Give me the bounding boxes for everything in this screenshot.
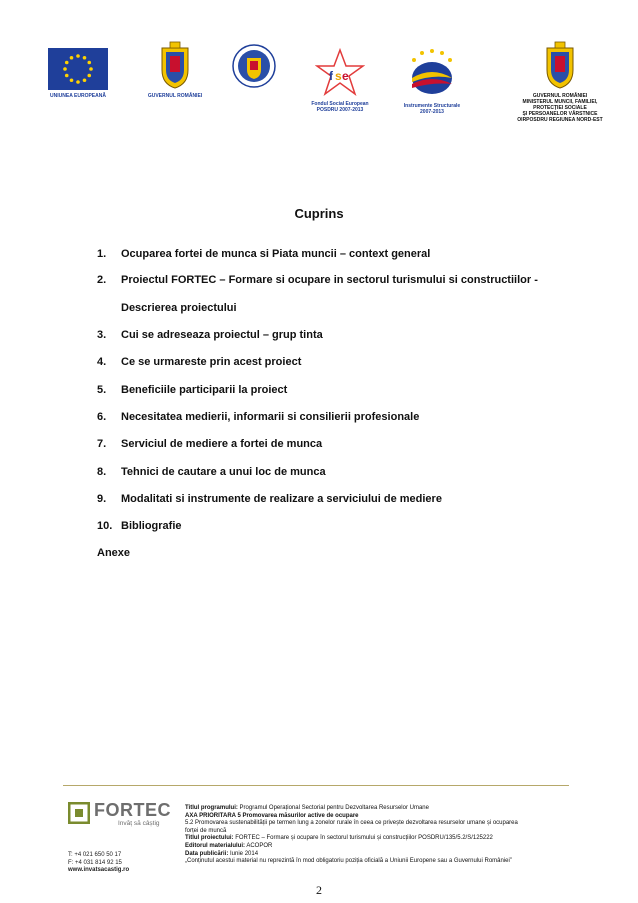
toc-text: Tehnici de cautare a unui loc de munca [121,466,326,478]
structural-instruments-logo [392,46,472,115]
fortec-brand: FORTEC [94,800,171,820]
toc-item[interactable] [97,466,326,478]
eu-logo [40,48,116,99]
project-line: 5.2 Promovarea sustenabilității pe termen lung a zonelor rurale în ceea ce privește dezvoltarea resurselor umane și ocuparea [185,820,518,827]
toc-text: Ocuparea fortei de munca si Piata muncii – context general [121,248,431,260]
toc-text: Beneficiile participarii la proiect [121,384,288,396]
toc-text: Ce se urmareste prin acest proiect [121,356,302,368]
government-logo [140,40,210,99]
toc-item[interactable] [97,493,442,505]
project-line: forței de muncă [185,827,227,834]
toc-number: 6. [97,411,107,423]
si-caption-line1: Instrumente Structurale [403,103,461,109]
svg-text:e: e [342,69,349,83]
romanian-coat-of-arms-icon [158,40,192,90]
fse-logo [300,48,380,113]
toc-item[interactable] [97,274,538,286]
toc-number: 9. [97,493,107,505]
project-line: Titlul programului: Programul Operațional Sectorial pentru Dezvoltarea Resurselor Umane [185,805,429,811]
ml-caption-line1: GUVERNUL ROMÂNIEI [532,93,588,99]
toc-item[interactable] [97,547,130,559]
fortec-logo [68,800,178,830]
page-title: Cuprins [294,206,344,221]
fortec-tagline: Invăț să câștig [118,820,160,827]
toc-text: Necesitatea medierii, informarii si consilierii profesionale [121,411,420,423]
eu-star-icon [65,61,69,65]
si-caption-line2: 2007-2013 [420,109,444,115]
footer-divider [63,785,569,786]
logo-caption: UNIUNEA EUROPEANĂ [50,93,106,99]
fse-logo-icon [315,48,365,98]
toc-item[interactable] [97,384,287,396]
logo-caption: GUVERNUL ROMÂNIEI [147,93,203,99]
website-link[interactable]: www.invatsacastig.ro [68,867,130,873]
contact-info [68,852,129,875]
toc-number: 3. [97,329,107,341]
toc-number: 5. [97,384,107,396]
toc-number: 2. [97,274,107,286]
ministry-labour-logo [505,40,615,123]
toc-item[interactable] [97,248,430,260]
ml-caption-line5: OIRPOSDRU REGIUNEA NORD-EST [517,117,603,123]
ministry-seal-icon [232,44,276,88]
toc-item[interactable] [97,520,182,532]
fse-caption-line2: POSDRU 2007-2013 [316,107,364,113]
fax: F: +4 031 814 92 15 [68,859,122,866]
toc-text: Bibliografie [121,520,182,532]
project-line: „Conținutul acestui material nu reprezintă în mod obligatoriu poziția oficială a Uniunii Europene sau a Guvernului României” [185,858,512,865]
toc-text: Anexe [97,547,131,559]
eu-star-icon [70,56,74,60]
header-logos [0,0,638,170]
ml-caption-line2: MINISTERUL MUNCII, FAMILIEI, [522,99,598,105]
eu-star-icon [65,74,69,78]
eu-star-icon [83,78,87,82]
project-line: Titlul proiectului: FORTEC – Formare și ocupare în sectorul turismului și construcțiilor POSDRU/135/5.2/S/125222 [185,835,493,842]
eu-star-icon [63,67,67,71]
eu-star-icon [76,54,80,58]
ml-caption-line4: ȘI PERSOANELOR VÂRSTNICE [522,111,598,117]
toc-number: 1. [97,248,107,260]
project-line: AXA PRIORITARA 5 Promovarea măsurilor active de ocupare [185,812,359,819]
toc-text: Cui se adreseaza proiectul – grup tinta [121,329,323,341]
toc-number: 7. [97,438,107,450]
toc-continuation[interactable]: Descrierea proiectului [121,302,237,314]
svg-text:f: f [329,69,333,83]
ministry-logo [232,44,276,88]
logo-caption [517,93,602,123]
eu-star-icon [89,67,93,71]
toc-text: Modalitati si instrumente de realizare a serviciului de mediere [121,493,442,505]
romanian-coat-of-arms-icon [543,40,577,90]
structural-instruments-icon [404,46,460,100]
logo-caption [404,103,460,115]
logo-caption [311,101,368,113]
eu-star-icon [83,56,87,60]
toc-number: 4. [97,356,107,368]
toc-number: 8. [97,466,107,478]
toc-item[interactable] [97,438,322,450]
toc-item[interactable] [97,329,323,341]
toc-item[interactable] [97,411,419,423]
eu-flag-icon [48,48,108,90]
project-line: Data publicării: Iunie 2014 [185,850,259,857]
page-number: 2 [316,883,322,897]
toc-text: Serviciul de mediere a fortei de munca [121,438,323,450]
eu-star-icon [70,78,74,82]
eu-star-icon [76,80,80,84]
ml-caption-line3: PROTECȚIEI SOCIALE [533,105,587,111]
phone: T: +4 021 650 50 17 [68,852,122,858]
fortec-mark-icon [68,802,90,824]
svg-text:s: s [335,69,342,83]
fse-caption-line1: Fondul Social European [311,101,369,107]
eu-star-icon [87,61,91,65]
project-info [185,805,575,866]
eu-star-icon [87,74,91,78]
toc-text: Proiectul FORTEC – Formare si ocupare in sectorul turismului si constructiilor - [121,274,538,286]
project-line: Editorul materialului: ACOPOR [185,842,273,849]
toc-item[interactable] [97,356,301,368]
toc-number: 10. [97,520,113,532]
